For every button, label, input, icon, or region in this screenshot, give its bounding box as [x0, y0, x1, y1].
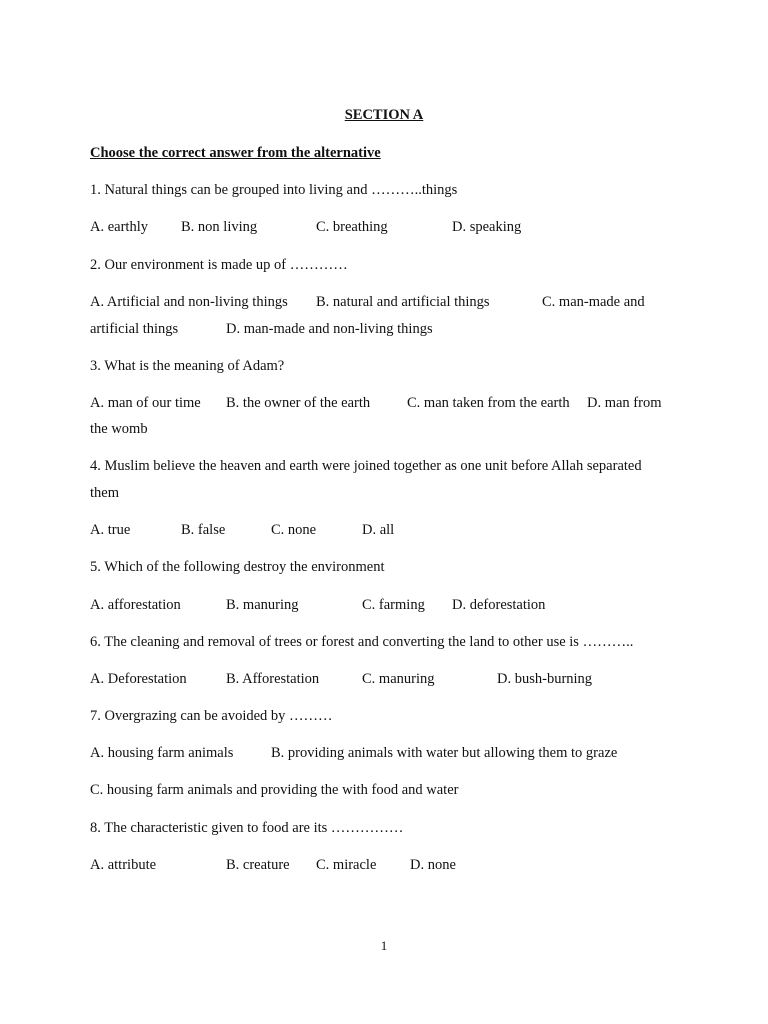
q2-option-a: A. Artificial and non-living things [90, 294, 288, 310]
question-7: 7. Overgrazing can be avoided by ……… [90, 708, 333, 724]
question-5: 5. Which of the following destroy the environment [90, 559, 385, 575]
q8-option-a: A. attribute [90, 857, 157, 873]
q5-option-b: B. manuring [226, 597, 299, 613]
q8-option-b: B. creature [226, 857, 290, 873]
question-1: 1. Natural things can be grouped into living and ………..things [90, 182, 458, 198]
q2-option-c-cont: artificial things [90, 321, 179, 337]
q7-option-c: C. housing farm animals and providing the with food and water [90, 782, 459, 798]
q6-option-d: D. bush-burning [497, 671, 593, 687]
q5-option-c: C. farming [362, 597, 425, 613]
q5-option-a: A. afforestation [90, 597, 181, 613]
question-8: 8. The characteristic given to food are its …………… [90, 820, 404, 836]
q6-option-a: A. Deforestation [90, 671, 187, 687]
q1-option-b: B. non living [181, 219, 258, 235]
instruction: Choose the correct answer from the alternative [90, 145, 381, 161]
q1-option-c: C. breathing [316, 219, 388, 235]
q4-option-d: D. all [362, 522, 395, 538]
question-3: 3. What is the meaning of Adam? [90, 358, 285, 374]
q2-option-c: C. man-made and [542, 294, 645, 310]
section-title: SECTION A [344, 107, 424, 123]
q6-option-c: C. manuring [362, 671, 435, 687]
question-4: 4. Muslim believe the heaven and earth were joined together as one unit before Allah separated [90, 458, 642, 474]
q1-option-d: D. speaking [452, 219, 522, 235]
question-4-cont: them [90, 485, 119, 501]
q5-option-d: D. deforestation [452, 597, 546, 613]
q2-option-d: D. man-made and non-living things [226, 321, 433, 337]
question-6: 6. The cleaning and removal of trees or forest and converting the land to other use is ……….. [90, 634, 634, 650]
q8-option-c: C. miracle [316, 857, 377, 873]
q8-option-d: D. none [410, 857, 456, 873]
q3-option-b: B. the owner of the earth [226, 395, 371, 411]
q3-option-d-cont: the womb [90, 421, 148, 437]
q7-option-b: B. providing animals with water but allowing them to graze [271, 745, 618, 761]
q4-option-a: A. true [90, 522, 131, 538]
q3-option-a: A. man of our time [90, 395, 201, 411]
q4-option-b: B. false [181, 522, 226, 538]
q3-option-d: D. man from [587, 395, 662, 411]
page-number: 1 [380, 938, 388, 953]
question-2: 2. Our environment is made up of ………… [90, 257, 348, 273]
q4-option-c: C. none [271, 522, 317, 538]
q6-option-b: B. Afforestation [226, 671, 320, 687]
q2-option-b: B. natural and artificial things [316, 294, 490, 310]
q7-option-a: A. housing farm animals [90, 745, 234, 761]
q3-option-c: C. man taken from the earth [407, 395, 570, 411]
q1-option-a: A. earthly [90, 219, 148, 235]
